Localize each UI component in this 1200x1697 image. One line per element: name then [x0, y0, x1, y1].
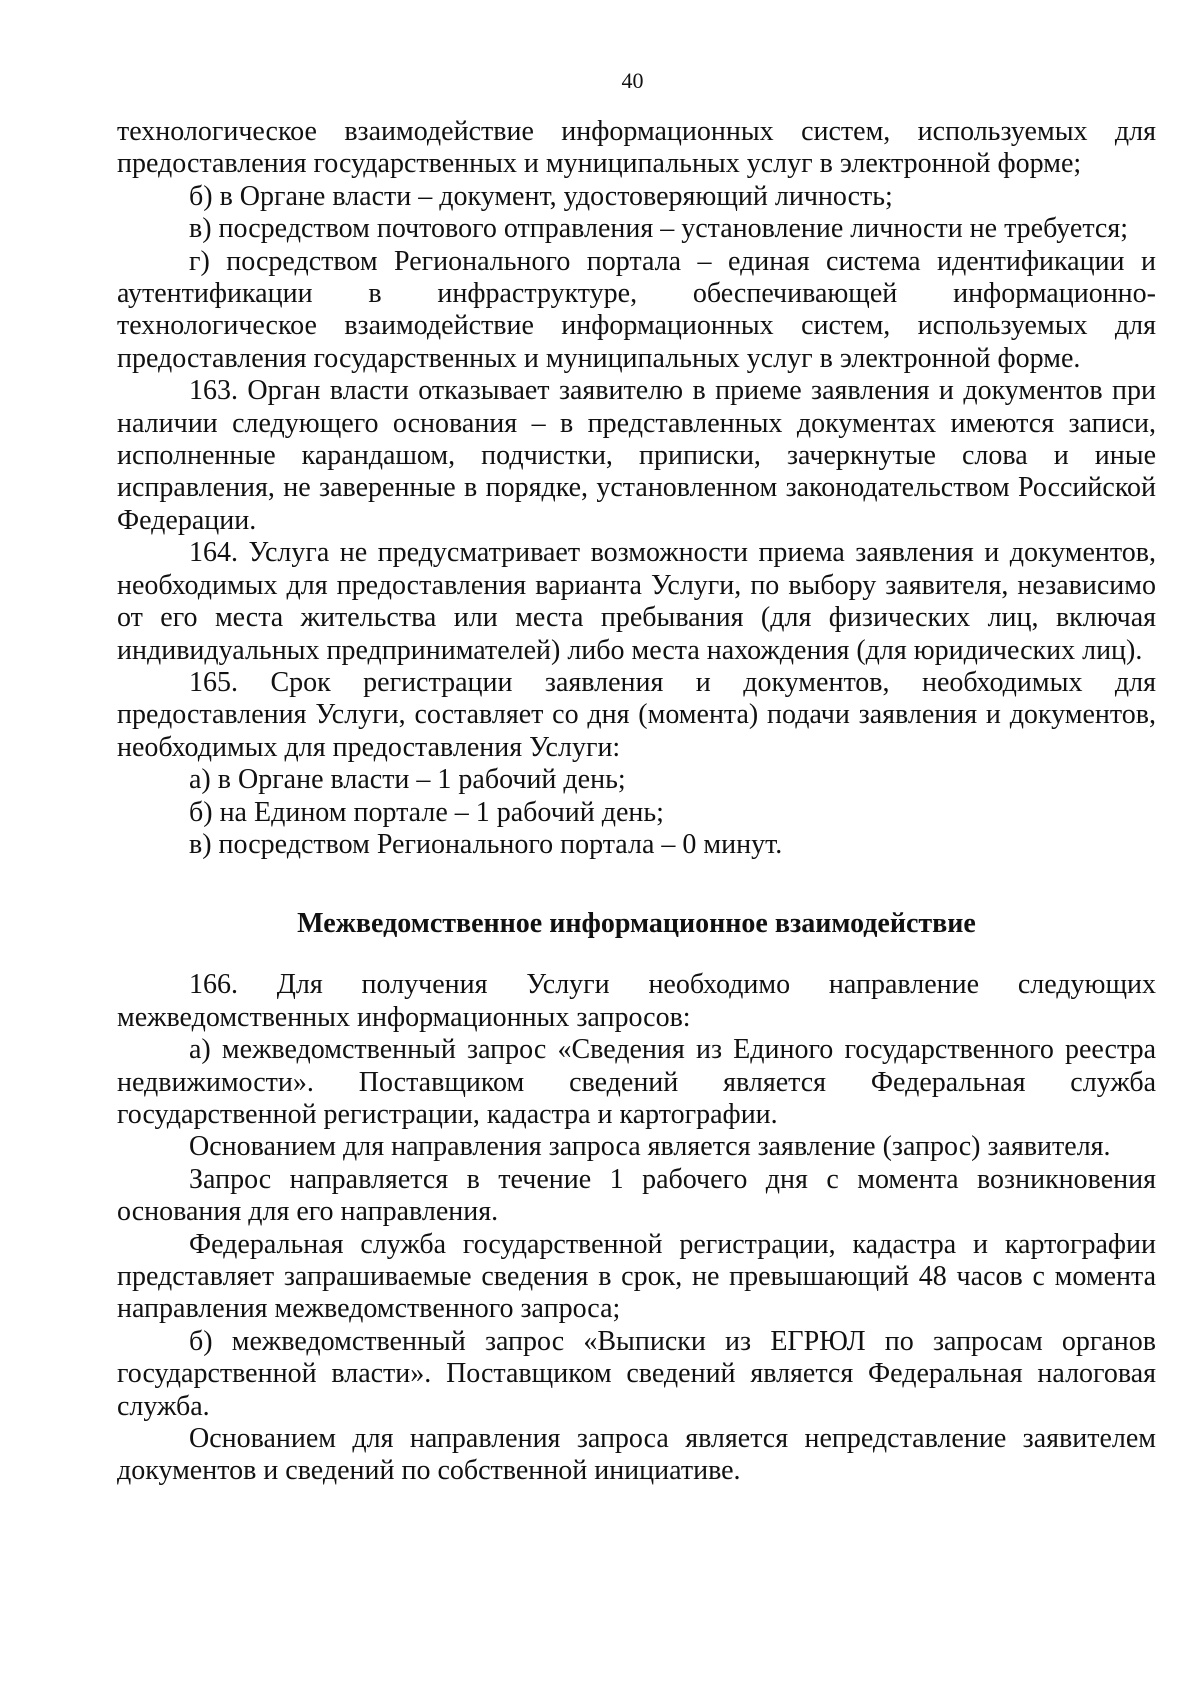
paragraph: 166. Для получения Услуги необходимо направление следующих межведомственных информационных запросов:: [117, 969, 1156, 1033]
paragraph: Основанием для направления запроса является непредставление заявителем документов и сведений по собственной инициативе.: [117, 1423, 1156, 1487]
paragraph: Федеральная служба государственной регистрации, кадастра и картографии представляет запрашиваемые сведения в срок, не превышающий 48 часов с момента направления межведомственного запроса;: [117, 1228, 1156, 1325]
paragraph: б) в Органе власти – документ, удостоверяющий личность;: [189, 180, 893, 212]
paragraphs-top-group: [117, 116, 1156, 861]
paragraph: б) межведомственный запрос «Выписки из ЕГРЮЛ по запросам органов государственной власти». Поставщиком сведений является Федеральная налоговая служба.: [117, 1325, 1156, 1422]
paragraph: в) посредством почтового отправления – установление личности не требуется;: [189, 213, 1128, 245]
paragraph: а) межведомственный запрос «Сведения из Единого государственного реестра недвижимости». Поставщиком сведений является Федеральная служба государственной регистрации, кадастра и картографии.: [117, 1034, 1156, 1130]
paragraph: г) посредством Регионального портала – единая система идентификации и аутентификации в инфраструктуре, обеспечивающей информационно-технологическое взаимодействие информационных систем, используемых для предоставления государственных и муниципальных услуг в электронной форме.: [117, 245, 1156, 374]
document-body: [117, 116, 1156, 1488]
paragraph: 164. Услуга не предусматривает возможности приема заявления и документов, необходимых для предоставления варианта Услуги, по выбору заявителя, независимо от его места жительства или места пребывания (для физических лиц, включая индивидуальных предпринимателей) либо места нахождения (для юридических лиц).: [117, 537, 1156, 666]
paragraph: Запрос направляется в течение 1 рабочего дня с момента возникновения основания для его направления.: [117, 1163, 1156, 1228]
paragraph: Основанием для направления запроса является заявление (запрос) заявителя.: [189, 1131, 1111, 1163]
paragraph: 163. Орган власти отказывает заявителю в приеме заявления и документов при наличии следующего основания – в представленных документах имеются записи, исполненные карандашом, подчистки, приписки, зачеркнутые слова и иные исправления, не заверенные в порядке, установленном законодательством Российской Федерации.: [117, 375, 1156, 536]
list-item: а) в Органе власти – 1 рабочий день;: [189, 764, 626, 796]
paragraph: технологическое взаимодействие информационных систем, используемых для предоставления государственных и муниципальных услуг в электронной форме;: [117, 116, 1156, 180]
paragraph: 165. Срок регистрации заявления и документов, необходимых для предоставления Услуги, составляет со дня (момента) подачи заявления и документов, необходимых для предоставления Услуги:: [117, 666, 1156, 763]
page-number: 40: [621, 68, 644, 93]
list-item: б) на Едином портале – 1 рабочий день;: [189, 796, 664, 828]
list-item: в) посредством Регионального портала – 0 минут.: [189, 828, 783, 860]
paragraphs-bottom-group: [117, 969, 1156, 1488]
section-heading: Межведомственное информационное взаимодействие: [297, 908, 976, 940]
